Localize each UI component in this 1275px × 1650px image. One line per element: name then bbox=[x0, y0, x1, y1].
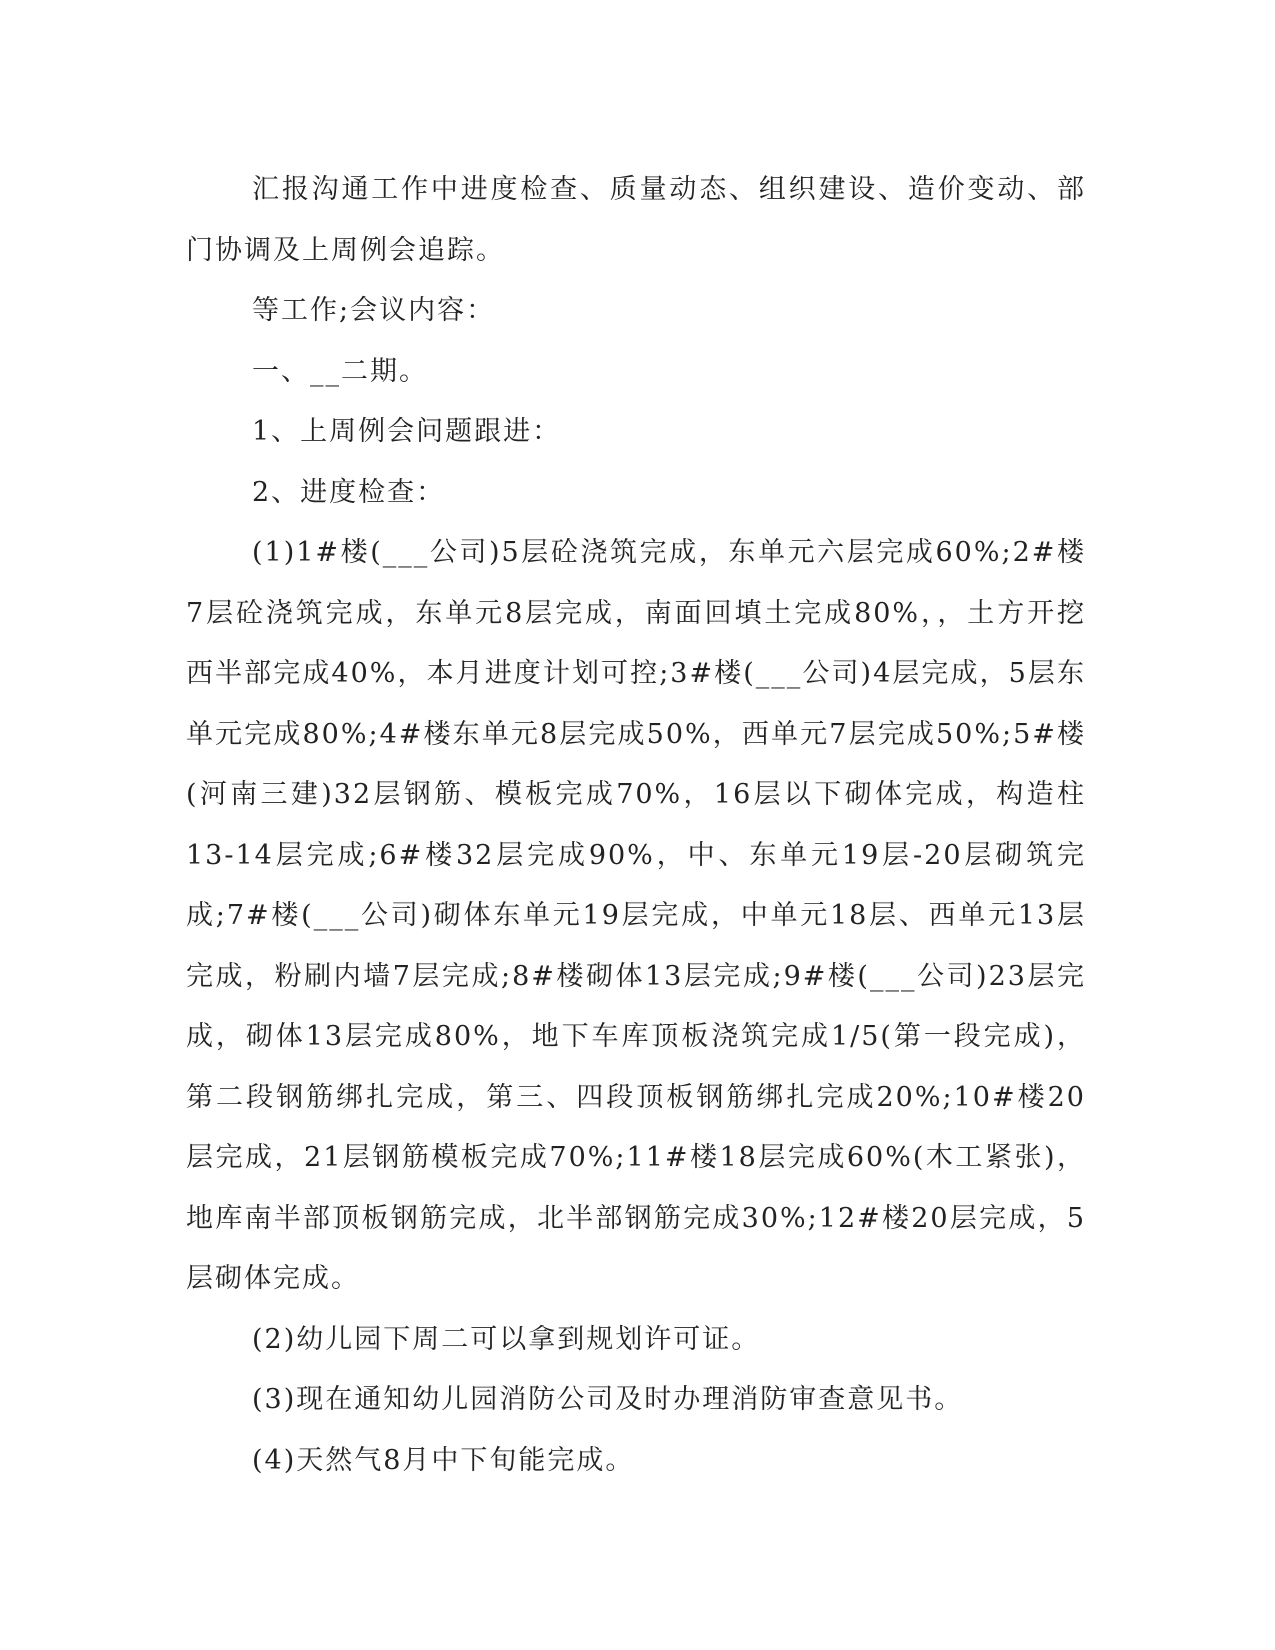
paragraph-fire-review: (3)现在通知幼儿园消防公司及时办理消防审查意见书。 bbox=[252, 1384, 964, 1415]
paragraph-natural-gas: (4)天然气8月中下旬能完成。 bbox=[252, 1444, 635, 1476]
item-progress-check: 2、进度检查： bbox=[252, 476, 446, 508]
paragraph-meeting-content: 等工作;会议内容： bbox=[252, 295, 496, 326]
document-body bbox=[186, 160, 1086, 1491]
paragraph-intro: 汇报沟通工作中进度检查、质量动态、组织建设、造价变动、部门协调及上周例会追踪。 bbox=[186, 174, 1086, 266]
paragraph-building-progress: (1)1#楼(___公司)5层砼浇筑完成，东单元六层完成60%;2#楼7层砼浇筑完成，东单元8层完成，南面回填土完成80%，，土方开挖西半部完成40%，本月进度计划可控;3#楼(___公司)4层完成，5层东单元完成80%;4#楼东单元8层完成50%，西单元7层完成50%;5#楼(河南三建)32层钢筋、模板完成70%，16层以下砌体完成，构造柱13-14层完成;6#楼32层完成90%，中、东单元19层-20层砌筑完成;7#楼(___公司)砌体东单元19层完成，中单元18层、西单元13层完成，粉刷内墙7层完成;8#楼砌体13层完成;9#楼(___公司)23层完成，砌体13层完成80%，地下车库顶板浇筑完成1/5(第一段完成)，第二段钢筋绑扎完成，第三、四段顶板钢筋绑扎完成20%;10#楼20层完成，21层钢筋模板完成70%;11#楼18层完成60%(木工紧张)，地库南半部顶板钢筋完成，北半部钢筋完成30%;12#楼20层完成，5层砌体完成。 bbox=[186, 537, 1086, 1294]
section-heading-phase-two: 一、__二期。 bbox=[252, 355, 428, 387]
item-last-week-followup: 1、上周例会问题跟进： bbox=[252, 416, 562, 447]
paragraph-kindergarten-permit: (2)幼儿园下周二可以拿到规划许可证。 bbox=[252, 1323, 761, 1355]
